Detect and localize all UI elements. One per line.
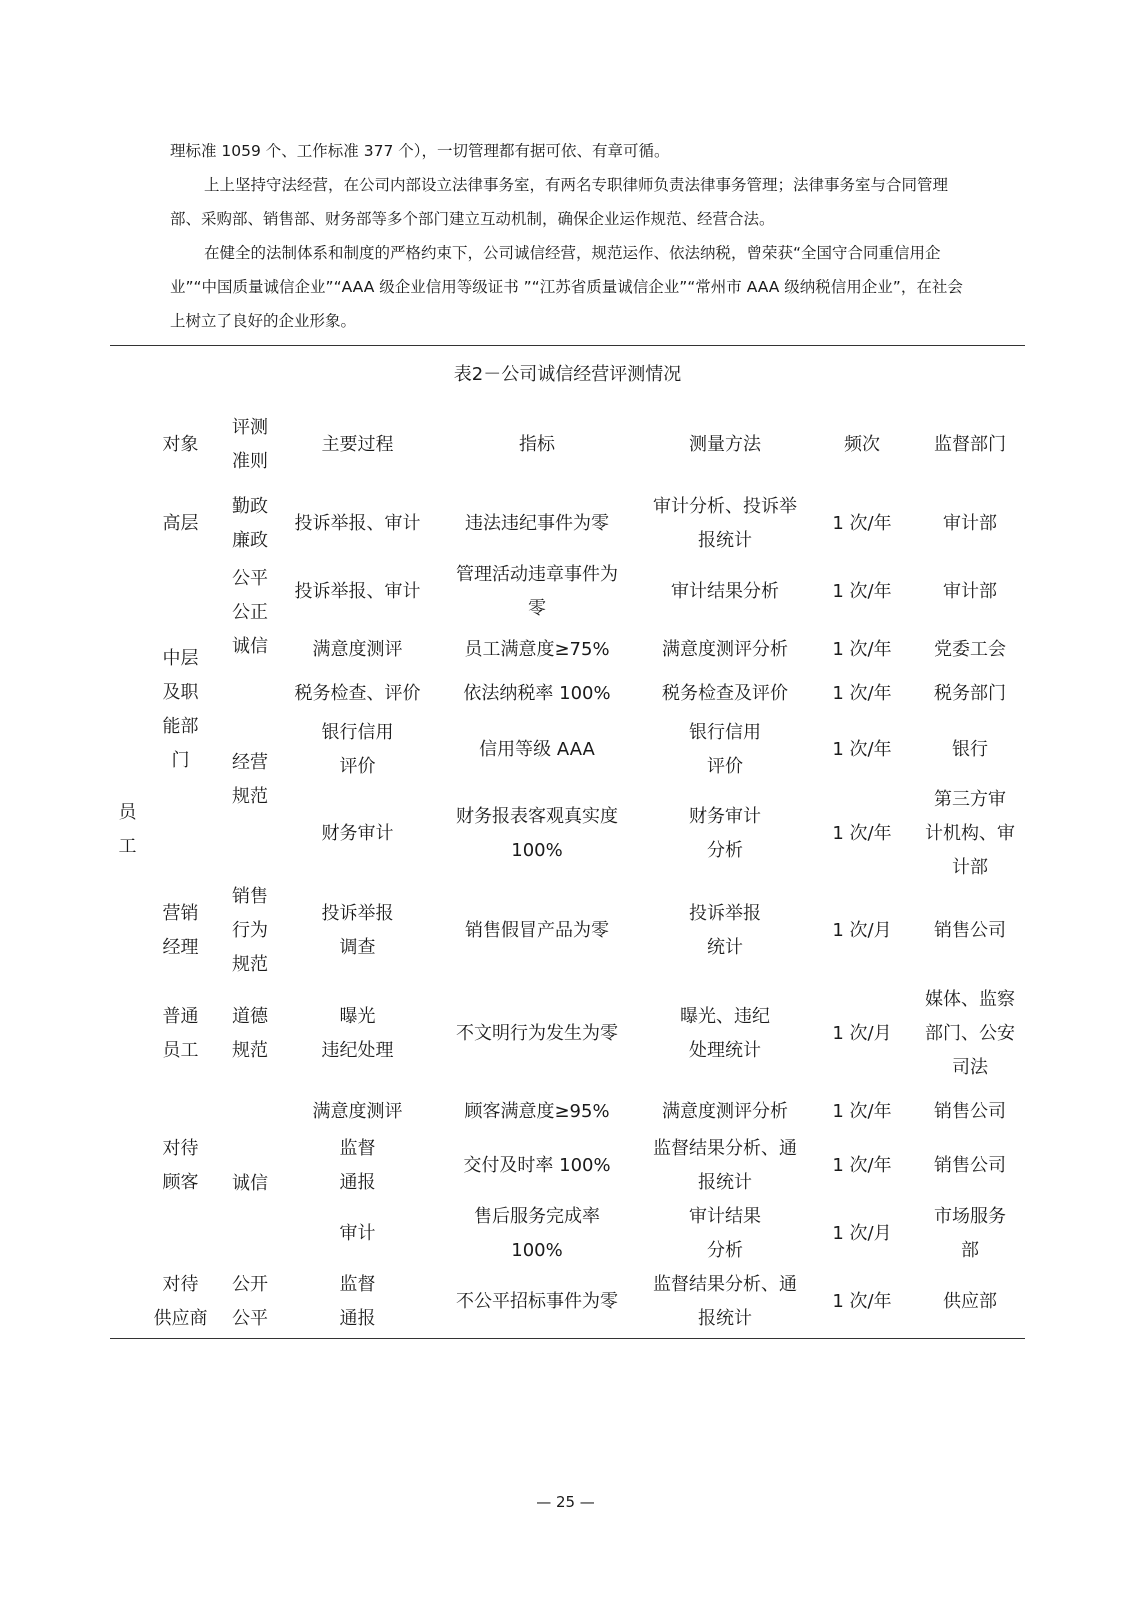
table-header-cell: 测量方法 [689,434,761,455]
table-cell-process: 满意度测评 [312,639,403,660]
table-cell-method: 监督结果分析、通 报统计 [653,1274,797,1329]
table-cell-dept: 审计部 [943,581,997,602]
group-supplier: 对待 供应商 [153,1274,208,1329]
table-cell-process: 曝光 违纪处理 [321,1006,394,1061]
table-cell-dept: 审计部 [943,513,997,534]
group-sales-manager: 营销 经理 [162,903,199,958]
table-cell-process: 投诉举报、审计 [294,513,421,534]
table-cell-freq: 1 次/年 [832,639,892,660]
table-cell-dept: 销售公司 [934,1101,1006,1122]
criteria-ethics: 道德 规范 [232,1006,268,1061]
table-cell-freq: 1 次/月 [832,1223,892,1244]
table-cell-indicator: 不公平招标事件为零 [456,1291,618,1312]
table-cell-freq: 1 次/年 [832,683,892,704]
table-cell-process: 监督 通报 [339,1274,376,1329]
group-top: 高层 [162,513,199,534]
group-employee: 员 工 [118,802,137,857]
table-cell-freq: 1 次/年 [832,1101,892,1122]
table-top-rule [110,345,1025,346]
table-cell-method: 审计结果分析 [671,581,779,602]
criteria-fairness: 公平 公正 诚信 [232,568,268,657]
group-customer: 对待 顾客 [162,1138,199,1193]
table-cell-method: 审计分析、投诉举 报统计 [653,496,797,551]
criteria-diligence: 勤政 廉政 [232,496,268,551]
table-cell-process: 满意度测评 [312,1101,403,1122]
paragraph-3: 在健全的法制体系和制度的严格约束下，公司诚信经营，规范运作、依法纳税，曾荣获“全国守合同重信用企业”“中国质量诚信企业”“AAA 级企业信用等级证书 ”“江苏省质量诚信企业”“常州市 AAA 级纳税信用企业”，在社会上树立了良好的企业形象。 [170,244,963,330]
table-header-cell: 对象 [162,434,199,455]
table-cell-indicator: 管理活动违章事件为 零 [456,564,618,619]
paragraph-2: 上上坚持守法经营，在公司内部设立法律事务室，有两名专职律师负责法律事务管理；法律事务室与合同管理部、采购部、销售部、财务部等多个部门建立互动机制，确保企业运作规范、经营合法。 [170,176,949,228]
page-number: — 25 — [536,1493,595,1511]
table-cell-freq: 1 次/年 [832,1155,892,1176]
table-cell-indicator: 违法违纪事件为零 [465,513,609,534]
table-cell-dept: 销售公司 [934,1155,1006,1176]
table-cell-method: 投诉举报 统计 [689,903,761,958]
table-cell-method: 曝光、违纪 处理统计 [680,1006,770,1061]
table-cell-process: 税务检查、评价 [294,683,421,704]
table-cell-freq: 1 次/年 [832,513,892,534]
table-cell-method: 税务检查及评价 [662,683,788,704]
table-cell-indicator: 员工满意度≥75% [464,639,610,660]
table-cell-freq: 1 次/年 [832,739,892,760]
table-cell-indicator: 不文明行为发生为零 [456,1023,618,1044]
table-cell-freq: 1 次/月 [832,920,892,941]
table-cell-indicator: 交付及时率 100% [463,1155,611,1176]
table-cell-dept: 销售公司 [934,920,1006,941]
table-cell-dept: 税务部门 [934,683,1006,704]
table-cell-indicator: 财务报表客观真实度 100% [456,806,618,861]
table-cell-dept: 银行 [952,739,988,760]
table-cell-indicator: 依法纳税率 100% [463,683,611,704]
table-cell-process: 监督 通报 [339,1138,376,1193]
table-cell-process: 投诉举报、审计 [294,581,421,602]
table-cell-dept: 市场服务 部 [934,1206,1006,1261]
table-cell-dept: 党委工会 [934,639,1006,660]
table-cell-freq: 1 次/年 [832,823,892,844]
table-cell-method: 满意度测评分析 [662,639,788,660]
table-cell-method: 银行信用 评价 [689,722,761,777]
criteria-business: 经营 规范 [232,752,268,807]
table-cell-method: 满意度测评分析 [662,1101,788,1122]
table-header-cell: 评测 准则 [232,417,268,472]
table-header-cell: 指标 [519,434,555,455]
group-staff: 普通 员工 [162,1006,199,1061]
table-cell-dept: 媒体、监察 部门、公安 司法 [925,989,1015,1078]
table-cell-method: 审计结果 分析 [689,1206,761,1261]
table-header-cell: 监督部门 [934,434,1006,455]
group-middle: 中层 及职 能部 门 [162,648,199,771]
table-cell-indicator: 顾客满意度≥95% [464,1101,610,1122]
criteria-integrity: 诚信 [232,1173,268,1194]
criteria-sales-conduct: 销售 行为 规范 [232,886,268,975]
table-cell-freq: 1 次/月 [832,1023,892,1044]
table-cell-process: 财务审计 [321,823,394,844]
table-title: 表2－公司诚信经营评测情况 [453,364,682,385]
table-cell-method: 监督结果分析、通 报统计 [653,1138,797,1193]
paragraph-1: 理标准 1059 个、工作标准 377 个），一切管理都有据可依、有章可循。 [170,142,670,160]
table-cell-method: 财务审计 分析 [689,806,761,861]
table-header-cell: 主要过程 [321,434,394,455]
table-header-cell: 频次 [844,434,880,455]
table-cell-freq: 1 次/年 [832,1291,892,1312]
table-cell-process: 银行信用 评价 [321,722,394,777]
table-cell-indicator: 信用等级 AAA [479,739,595,760]
table-cell-freq: 1 次/年 [832,581,892,602]
table-cell-dept: 供应部 [943,1291,997,1312]
table-cell-process: 投诉举报 调查 [321,903,394,958]
table-cell-dept: 第三方审 计机构、审 计部 [925,789,1015,878]
table-cell-process: 审计 [339,1223,376,1244]
criteria-open-fair: 公开 公平 [232,1274,268,1329]
table-cell-indicator: 售后服务完成率 100% [474,1206,600,1261]
table-bottom-rule [110,1338,1025,1339]
table-cell-indicator: 销售假冒产品为零 [465,920,609,941]
